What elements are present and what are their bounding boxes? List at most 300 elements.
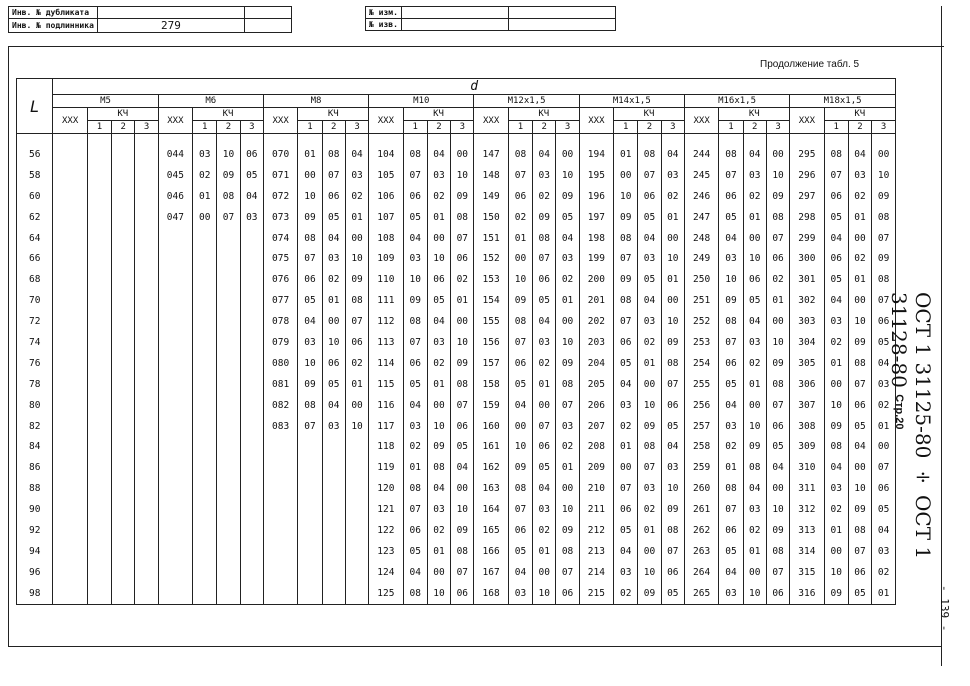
table-row	[17, 541, 896, 562]
kch-sub-header: 3	[135, 121, 158, 134]
table-cell: 113	[369, 332, 403, 353]
table-cell: 00	[193, 207, 217, 228]
table-cell: 10	[298, 353, 322, 374]
empty-cell	[322, 520, 345, 541]
table-cell: 02	[638, 499, 661, 520]
table-cell: 08	[848, 520, 871, 541]
table-cell: 03	[556, 416, 579, 437]
table-cell: 09	[872, 248, 896, 269]
table-cell: 00	[743, 395, 766, 416]
table-cell: 03	[322, 416, 345, 437]
table-cell: 03	[719, 248, 743, 269]
table-cell: 214	[579, 562, 613, 583]
table-cell: 01	[345, 374, 368, 395]
kch-sub-header: 3	[556, 121, 579, 134]
table-cell: 02	[824, 499, 848, 520]
table-cell: 04	[719, 395, 743, 416]
table-cell: 08	[451, 541, 474, 562]
table-cell: 03	[614, 562, 638, 583]
table-row	[17, 228, 896, 249]
table-cell: 06	[661, 395, 684, 416]
table-cell: 123	[369, 541, 403, 562]
table-cell: 02	[872, 395, 896, 416]
table-cell: 06	[766, 248, 789, 269]
empty-cell	[135, 541, 158, 562]
empty-cell	[158, 353, 192, 374]
table-cell: 10	[533, 583, 556, 604]
table-cell: 09	[824, 416, 848, 437]
kch-sub-header: 1	[614, 121, 638, 134]
empty-cell	[53, 541, 87, 562]
empty-cell	[112, 520, 135, 541]
table-row	[17, 248, 896, 269]
empty-cell	[158, 332, 192, 353]
table-cell: 077	[263, 290, 297, 311]
table-cell: 09	[556, 186, 579, 207]
table-cell: 08	[824, 436, 848, 457]
group-header-5: M12x1,5	[474, 95, 579, 108]
table-cell: 08	[345, 290, 368, 311]
empty-cell	[158, 520, 192, 541]
table-cell: 03	[661, 165, 684, 186]
table-cell: 08	[508, 311, 532, 332]
xxx-header: XXX	[263, 108, 297, 134]
table-cell: 07	[766, 228, 789, 249]
table-cell: 296	[790, 165, 824, 186]
xxx-header: XXX	[790, 108, 824, 134]
table-cell: 197	[579, 207, 613, 228]
table-cell: 07	[638, 165, 661, 186]
table-cell: 255	[684, 374, 718, 395]
table-cell: 02	[556, 436, 579, 457]
empty-cell	[193, 436, 217, 457]
table-cell: 08	[451, 374, 474, 395]
empty-cell	[135, 311, 158, 332]
empty-cell	[53, 520, 87, 541]
table-cell: 05	[638, 207, 661, 228]
table-cell: 04	[743, 311, 766, 332]
empty-cell	[87, 311, 111, 332]
empty-cell	[345, 520, 368, 541]
empty-cell	[240, 583, 263, 604]
table-cell: 06	[824, 248, 848, 269]
empty-cell	[193, 541, 217, 562]
group-header-4: M10	[369, 95, 474, 108]
table-cell: 201	[579, 290, 613, 311]
table-cell: 05	[427, 290, 450, 311]
table-cell: 04	[298, 311, 322, 332]
table-cell: 08	[848, 353, 871, 374]
table-cell: 10	[556, 499, 579, 520]
table-cell: 02	[661, 186, 684, 207]
table-cell: 02	[719, 436, 743, 457]
empty-cell	[193, 457, 217, 478]
table-cell: 02	[614, 416, 638, 437]
table-cell: 05	[872, 332, 896, 353]
table-cell: 08	[556, 374, 579, 395]
table-cell: 00	[322, 311, 345, 332]
row-L-value: 72	[17, 311, 53, 332]
table-row	[17, 583, 896, 604]
empty-cell	[53, 248, 87, 269]
table-cell: 262	[684, 520, 718, 541]
empty-cell	[217, 520, 240, 541]
table-cell: 07	[403, 165, 427, 186]
kch-header: КЧ	[719, 108, 790, 121]
kch-sub-header: 1	[298, 121, 322, 134]
empty-cell	[112, 416, 135, 437]
table-cell: 04	[766, 457, 789, 478]
table-cell: 05	[508, 374, 532, 395]
table-cell: 166	[474, 541, 508, 562]
table-cell: 07	[719, 165, 743, 186]
table-cell: 01	[451, 290, 474, 311]
table-cell: 05	[848, 583, 871, 604]
table-cell: 250	[684, 269, 718, 290]
table-cell: 07	[403, 499, 427, 520]
empty-cell	[112, 290, 135, 311]
kch-header: КЧ	[508, 108, 579, 121]
table-row	[17, 457, 896, 478]
empty-cell	[322, 499, 345, 520]
xxx-header: XXX	[369, 108, 403, 134]
kch-header: КЧ	[614, 108, 685, 121]
empty-cell	[217, 311, 240, 332]
table-cell: 209	[579, 457, 613, 478]
empty-cell	[217, 478, 240, 499]
table-cell: 07	[719, 499, 743, 520]
empty-cell	[193, 311, 217, 332]
empty-cell	[217, 228, 240, 249]
row-L-value: 84	[17, 436, 53, 457]
empty-cell	[87, 290, 111, 311]
kch-sub-header: 1	[508, 121, 532, 134]
empty-cell	[135, 416, 158, 437]
table-cell: 08	[719, 478, 743, 499]
table-cell: 10	[848, 311, 871, 332]
table-cell: 08	[427, 457, 450, 478]
table-cell: 04	[345, 144, 368, 165]
empty-cell	[87, 562, 111, 583]
table-cell: 04	[743, 478, 766, 499]
kch-sub-header: 3	[661, 121, 684, 134]
table-cell: 10	[451, 332, 474, 353]
inv-dup-value	[97, 7, 244, 19]
empty-cell	[345, 499, 368, 520]
empty-cell	[240, 478, 263, 499]
table-cell: 03	[743, 332, 766, 353]
table-cell: 10	[508, 269, 532, 290]
table-cell: 161	[474, 436, 508, 457]
table-cell: 06	[533, 436, 556, 457]
table-cell: 00	[427, 562, 450, 583]
row-L-value: 96	[17, 562, 53, 583]
table-cell: 305	[790, 353, 824, 374]
table-cell: 05	[766, 436, 789, 457]
empty-cell	[158, 541, 192, 562]
empty-cell	[263, 520, 297, 541]
table-cell: 04	[824, 457, 848, 478]
table-cell: 03	[661, 457, 684, 478]
empty-cell	[263, 499, 297, 520]
empty-cell	[298, 520, 322, 541]
table-row	[17, 332, 896, 353]
table-cell: 03	[872, 541, 896, 562]
empty-cell	[158, 457, 192, 478]
table-cell: 208	[579, 436, 613, 457]
row-L-value: 60	[17, 186, 53, 207]
table-cell: 08	[614, 290, 638, 311]
empty-cell	[87, 269, 111, 290]
table-cell: 299	[790, 228, 824, 249]
table-cell: 00	[451, 311, 474, 332]
group-header-6: M14x1,5	[579, 95, 684, 108]
empty-cell	[53, 207, 87, 228]
table-cell: 259	[684, 457, 718, 478]
table-row	[17, 311, 896, 332]
table-cell: 08	[533, 228, 556, 249]
empty-cell	[158, 228, 192, 249]
row-L-value: 56	[17, 144, 53, 165]
table-cell: 04	[661, 144, 684, 165]
table-cell: 00	[614, 165, 638, 186]
table-cell: 160	[474, 416, 508, 437]
table-cell: 00	[766, 478, 789, 499]
table-cell: 256	[684, 395, 718, 416]
table-cell: 07	[614, 478, 638, 499]
table-cell: 03	[240, 207, 263, 228]
table-cell: 08	[638, 436, 661, 457]
table-cell: 05	[508, 541, 532, 562]
empty-cell	[87, 228, 111, 249]
table-cell: 09	[848, 332, 871, 353]
empty-cell	[135, 478, 158, 499]
table-cell: 00	[345, 228, 368, 249]
table-cell: 06	[508, 186, 532, 207]
table-cell: 244	[684, 144, 718, 165]
table-cell: 312	[790, 499, 824, 520]
empty-cell	[87, 457, 111, 478]
empty-cell	[322, 436, 345, 457]
table-cell: 265	[684, 583, 718, 604]
table-row	[17, 353, 896, 374]
empty-cell	[240, 332, 263, 353]
empty-cell	[298, 562, 322, 583]
table-cell: 09	[556, 520, 579, 541]
empty-cell	[193, 248, 217, 269]
kch-header: КЧ	[193, 108, 264, 121]
empty-cell	[240, 248, 263, 269]
table-cell: 04	[322, 228, 345, 249]
table-cell: 07	[872, 457, 896, 478]
table-cell: 070	[263, 144, 297, 165]
table-cell: 157	[474, 353, 508, 374]
table-cell: 04	[403, 228, 427, 249]
empty-cell	[53, 353, 87, 374]
table-cell: 09	[403, 290, 427, 311]
table-cell: 10	[824, 562, 848, 583]
table-cell: 076	[263, 269, 297, 290]
table-cell: 307	[790, 395, 824, 416]
table-cell: 05	[614, 353, 638, 374]
row-L-value: 76	[17, 353, 53, 374]
table-cell: 06	[298, 269, 322, 290]
table-cell: 01	[556, 290, 579, 311]
table-cell: 00	[556, 311, 579, 332]
row-L-value: 70	[17, 290, 53, 311]
empty-cell	[298, 478, 322, 499]
table-cell: 01	[614, 144, 638, 165]
table-cell: 05	[403, 541, 427, 562]
empty-cell	[53, 416, 87, 437]
table-cell: 01	[661, 207, 684, 228]
empty-cell	[87, 520, 111, 541]
row-L-value: 80	[17, 395, 53, 416]
empty-cell	[263, 583, 297, 604]
group-header-1: M5	[53, 95, 158, 108]
table-cell: 206	[579, 395, 613, 416]
table-cell: 03	[533, 165, 556, 186]
table-cell: 119	[369, 457, 403, 478]
frame-top-line	[8, 46, 944, 47]
table-cell: 07	[451, 228, 474, 249]
table-cell: 168	[474, 583, 508, 604]
empty-cell	[240, 541, 263, 562]
empty-cell	[240, 436, 263, 457]
empty-cell	[240, 311, 263, 332]
table-cell: 213	[579, 541, 613, 562]
table-cell: 08	[638, 144, 661, 165]
row-L-value: 64	[17, 228, 53, 249]
empty-cell	[112, 332, 135, 353]
table-cell: 10	[661, 248, 684, 269]
table-cell: 10	[766, 165, 789, 186]
kch-sub-header: 3	[872, 121, 896, 134]
kch-sub-header: 3	[240, 121, 263, 134]
table-cell: 06	[451, 416, 474, 437]
empty-cell	[112, 436, 135, 457]
empty-cell	[240, 395, 263, 416]
table-cell: 04	[403, 395, 427, 416]
table-cell: 06	[719, 520, 743, 541]
table-cell: 10	[661, 478, 684, 499]
empty-cell	[135, 186, 158, 207]
table-cell: 02	[427, 353, 450, 374]
empty-cell	[87, 165, 111, 186]
data-table	[16, 78, 896, 605]
table-cell: 05	[872, 499, 896, 520]
table-cell: 06	[533, 269, 556, 290]
table-cell: 075	[263, 248, 297, 269]
table-cell: 07	[848, 541, 871, 562]
kch-header: КЧ	[824, 108, 895, 121]
row-L-value: 92	[17, 520, 53, 541]
table-cell: 316	[790, 583, 824, 604]
empty-cell	[53, 228, 87, 249]
table-cell: 03	[533, 332, 556, 353]
table-cell: 080	[263, 353, 297, 374]
table-cell: 04	[614, 541, 638, 562]
table-cell: 104	[369, 144, 403, 165]
table-cell: 06	[508, 353, 532, 374]
table-cell: 08	[872, 269, 896, 290]
inv-orig-value: 279	[97, 19, 244, 33]
row-L-value: 82	[17, 416, 53, 437]
table-cell: 074	[263, 228, 297, 249]
table-cell: 05	[451, 436, 474, 457]
table-cell: 02	[614, 583, 638, 604]
table-row	[17, 207, 896, 228]
table-cell: 10	[719, 269, 743, 290]
table-cell: 07	[766, 395, 789, 416]
table-cell: 05	[298, 290, 322, 311]
table-cell: 01	[848, 269, 871, 290]
table-cell: 02	[533, 353, 556, 374]
row-L-value: 90	[17, 499, 53, 520]
table-cell: 06	[403, 353, 427, 374]
empty-cell	[240, 520, 263, 541]
empty-cell	[112, 395, 135, 416]
table-cell: 251	[684, 290, 718, 311]
table-cell: 10	[556, 165, 579, 186]
table-cell: 01	[743, 541, 766, 562]
empty-cell	[112, 374, 135, 395]
table-cell: 02	[743, 186, 766, 207]
empty-cell	[112, 499, 135, 520]
table-cell: 06	[322, 186, 345, 207]
table-cell: 09	[451, 186, 474, 207]
empty-cell	[87, 395, 111, 416]
table-cell: 06	[872, 478, 896, 499]
table-cell: 152	[474, 248, 508, 269]
empty-cell	[135, 457, 158, 478]
table-cell: 08	[508, 478, 532, 499]
empty-cell	[263, 436, 297, 457]
table-cell: 08	[719, 311, 743, 332]
empty-cell	[345, 583, 368, 604]
empty-cell	[240, 353, 263, 374]
empty-cell	[193, 499, 217, 520]
table-cell: 105	[369, 165, 403, 186]
table-cell: 162	[474, 457, 508, 478]
table-cell: 07	[322, 165, 345, 186]
table-cell: 117	[369, 416, 403, 437]
page-number: - 139 -	[938, 585, 951, 632]
table-cell: 00	[556, 478, 579, 499]
row-L-value: 58	[17, 165, 53, 186]
table-cell: 01	[743, 374, 766, 395]
table-cell: 07	[451, 395, 474, 416]
table-cell: 06	[661, 562, 684, 583]
izv-label: № изв.	[366, 19, 402, 31]
table-cell: 00	[848, 290, 871, 311]
kch-sub-header: 3	[451, 121, 474, 134]
table-cell: 08	[614, 228, 638, 249]
table-cell: 245	[684, 165, 718, 186]
table-cell: 078	[263, 311, 297, 332]
table-cell: 153	[474, 269, 508, 290]
standard-title-text: ОСТ 1 31125-80 ÷ ОСТ 1 31128-80	[887, 292, 935, 560]
table-cell: 10	[427, 583, 450, 604]
table-cell: 210	[579, 478, 613, 499]
empty-cell	[135, 207, 158, 228]
table-cell: 09	[638, 583, 661, 604]
table-cell: 298	[790, 207, 824, 228]
table-cell: 109	[369, 248, 403, 269]
table-row	[17, 395, 896, 416]
table-cell: 07	[508, 165, 532, 186]
table-cell: 09	[824, 583, 848, 604]
